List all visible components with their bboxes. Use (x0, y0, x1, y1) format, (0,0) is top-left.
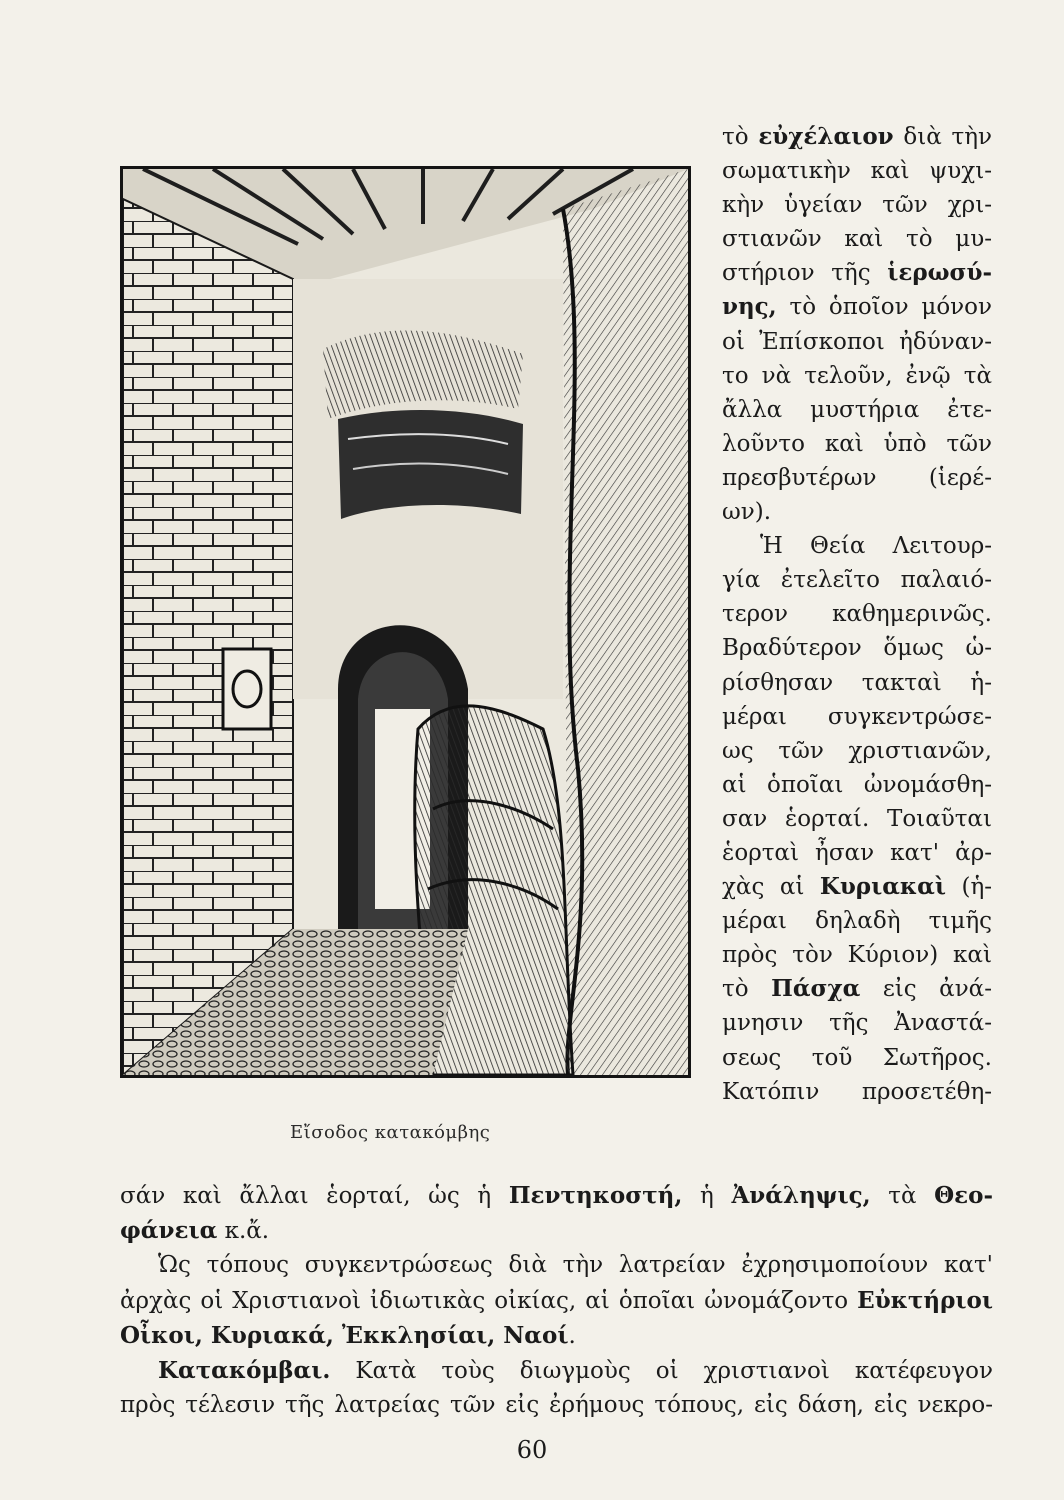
catacomb-illustration (120, 166, 691, 1078)
text-line: φάνεια κ.ἄ. (120, 1217, 270, 1244)
text-line: στιανῶν καὶ τὸ μυ- (722, 226, 992, 253)
text-line: Ὡς τόπους συγκεντρώσεως διὰ τὴν λατρείαν ἐχρησιμοποίουν κατ' (158, 1252, 993, 1278)
right-column-text (722, 120, 992, 1109)
text-line: κὴν ὑγείαν τῶν χρι- (722, 192, 992, 219)
text-line: Βραδύτερον ὅμως ὡ- (722, 635, 992, 662)
text-line: τερον καθημερινῶς. (722, 601, 992, 628)
text-line: μέραι δηλαδὴ τιμῆς (722, 908, 992, 935)
text-line: ων). (722, 499, 772, 526)
text-line: τὸ εὐχέλαιον διὰ τὴν (722, 123, 992, 150)
text-line: ρίσθησαν τακταὶ ἡ- (722, 669, 992, 696)
text-line: οἱ Ἐπίσκοποι ἠδύναν- (722, 328, 992, 355)
catacomb-engraving (123, 169, 688, 1075)
text-line: τὸ Πάσχα εἰς ἀνά- (722, 975, 992, 1003)
text-line: νης, τὸ ὁποῖον μόνον (722, 293, 992, 321)
text-line: Κατόπιν προσετέθη- (722, 1078, 992, 1105)
text-line: σεως τοῦ Σωτῆρος. (722, 1044, 992, 1071)
text-line: μέραι συγκεντρώσε- (722, 703, 992, 730)
text-line: πρεσβυτέρων (ἱερέ- (722, 464, 992, 491)
text-line: Οἶκοι, Κυριακά, Ἐκκλησίαι, Ναοί. (120, 1322, 576, 1349)
text-line: ἄλλα μυστήρια ἐτε- (722, 396, 992, 423)
text-line: το νὰ τελοῦν, ἐνῷ τὰ (722, 362, 992, 389)
text-line: στήριον τῆς ἱερωσύ- (722, 259, 992, 287)
figure-caption: Εἴσοδος κατακόμβης (290, 1122, 491, 1143)
text-line: Κατακόμβαι. Κατὰ τοὺς διωγμοὺς οἱ χριστιανοὶ κατέφευγον (158, 1357, 993, 1384)
text-line: πρὸς τὸν Κύριον) καὶ (722, 942, 992, 969)
text-line: σάν καὶ ἄλλαι ἑορταί, ὡς ἡ Πεντηκοστή, ἡ Ἀνάληψις, τὰ Θεο- (120, 1182, 994, 1209)
text-line: χὰς αἱ Κυριακαὶ (ἡ- (722, 873, 992, 901)
full-width-text (120, 1178, 993, 1423)
text-line: γία ἐτελεῖτο παλαιό- (722, 567, 992, 594)
text-line: ως τῶν χριστιανῶν, (722, 737, 992, 764)
text-line: σαν ἑορταί. Τοιαῦται (722, 805, 992, 832)
text-line: ἑορταὶ ἦσαν κατ' ἀρ- (722, 839, 992, 866)
text-line: πρὸς τέλεσιν τῆς λατρείας τῶν εἰς ἐρήμους τόπους, εἰς δάση, εἰς νεκρο- (120, 1392, 993, 1418)
text-line: αἱ ὁποῖαι ὠνομάσθη- (722, 771, 992, 798)
page-number: 60 (516, 1436, 548, 1464)
text-line: Ἡ Θεία Λειτουρ- (760, 533, 992, 560)
text-line: μνησιν τῆς Ἀναστά- (722, 1010, 992, 1037)
text-line: σωματικὴν καὶ ψυχι- (722, 158, 992, 185)
text-line: ἀρχὰς οἱ Χριστιανοὶ ἰδιωτικὰς οἰκίας, αἱ ὁποῖαι ὠνομάζοντο Εὐκτήριοι (120, 1287, 993, 1314)
text-line: λοῦντο καὶ ὑπὸ τῶν (722, 430, 992, 457)
